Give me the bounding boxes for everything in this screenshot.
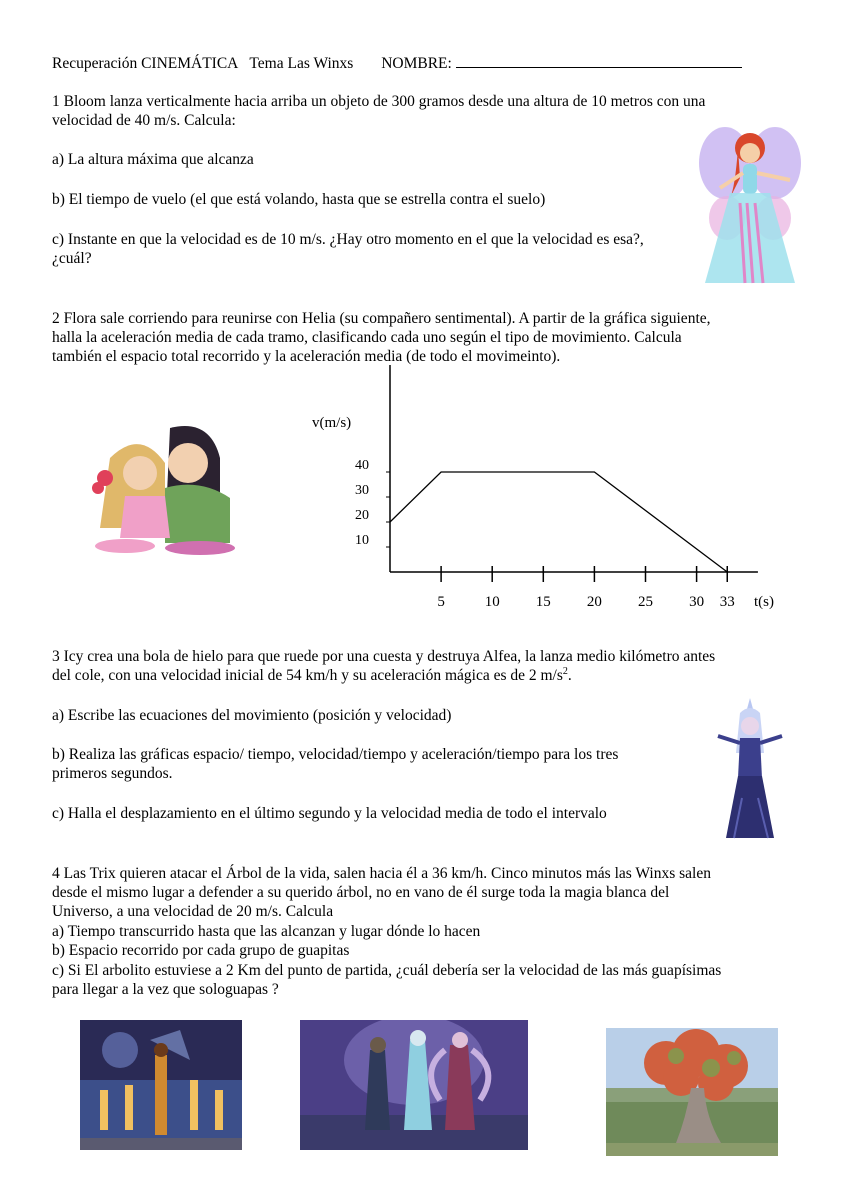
q4-part-c-line2: para llegar a la vez que sologuapas ? (52, 981, 279, 998)
q3-line1: 3 Icy crea una bola de hielo para que ruede por una cuesta y destruya Alfea, la lanza medio kilómetro antes (52, 648, 716, 665)
worksheet-title: Recuperación CINEMÁTICA (52, 55, 238, 72)
q4-line1: 4 Las Trix quieren atacar el Árbol de la vida, salen hacia él a 36 km/h. Cinco minutos más las Winxs salen (52, 865, 711, 882)
q4-line3: Universo, a una velocidad de 20 m/s. Calcula (52, 903, 334, 920)
q3-part-a: a) Escribe las ecuaciones del movimiento (posición y velocidad) (52, 707, 452, 724)
q3-part-b-line2: primeros segundos. (52, 765, 173, 782)
q3-line2-end: . (567, 667, 572, 684)
tree-of-life-image (606, 1028, 778, 1156)
winx-night-scene-image (80, 1020, 242, 1150)
icy-witch-illustration (712, 698, 787, 843)
q4-line2: desde el mismo lugar a defender a su querido árbol, no en vano de él surge toda la magia blanca del (52, 884, 670, 901)
q1-part-c-line1: c) Instante en que la velocidad es de 10 m/s. ¿Hay otro momento en el que la velocidad es esa?, (52, 231, 644, 248)
worksheet-topic: Tema Las Winxs (249, 55, 354, 72)
q2-line2: halla la aceleración media de cada tramo, clasificando cada uno según el tipo de movimiento. Calcula (52, 329, 682, 346)
x-tick-label: 25 (638, 594, 653, 610)
q1-line1: 1 Bloom lanza verticalmente hacia arriba un objeto de 300 gramos desde una altura de 10 metros con una (52, 93, 706, 110)
x-tick-label: 15 (535, 594, 551, 610)
name-label: NOMBRE: (381, 55, 452, 72)
y-tick-label: 40 (355, 458, 369, 473)
velocity-time-chart (300, 365, 800, 610)
q2-line1: 2 Flora sale corriendo para reunirse con Helia (su compañero sentimental). A partir de la gráfica siguiente, (52, 310, 711, 327)
trix-witches-scene-image (300, 1020, 528, 1150)
q2-line3: también el espacio total recorrido y la aceleración media (de todo el movimeinto). (52, 348, 561, 365)
flora-helia-illustration (70, 418, 250, 558)
q3-line2 (52, 666, 572, 685)
velocity-series-line (390, 472, 727, 572)
q1-line2: velocidad de 40 m/s. Calcula: (52, 112, 236, 129)
y-tick-label: 30 (355, 483, 369, 498)
bloom-fairy-illustration (695, 118, 805, 290)
q4-part-c-line1: c) Si El arbolito estuviese a 2 Km del punto de partida, ¿cuál debería ser la velocidad de las más guapísimas (52, 962, 722, 979)
q3-part-c: c) Halla el desplazamiento en el último segundo y la velocidad media de todo el intervalo (52, 805, 607, 822)
q3-line2-text: del cole, con una velocidad inicial de 54 km/h y su aceleración mágica es de 2 m/s (52, 667, 563, 684)
y-tick-label: 20 (355, 508, 369, 523)
x-tick-label: 30 (689, 594, 705, 610)
header-line (52, 53, 742, 73)
name-field[interactable] (456, 53, 742, 68)
q3-line2-exponent: 2 (562, 665, 568, 677)
q4-part-a: a) Tiempo transcurrido hasta que las alcanzan y lugar dónde lo hacen (52, 923, 481, 940)
x-tick-label: 10 (484, 594, 500, 610)
y-axis-label: v(m/s) (312, 415, 352, 431)
y-tick-label: 10 (355, 533, 369, 548)
x-tick-label: 20 (586, 594, 602, 610)
q1-part-c-line2: ¿cuál? (52, 250, 92, 267)
x-tick-label: 5 (437, 594, 445, 610)
q1-part-b: b) El tiempo de vuelo (el que está volando, hasta que se estrella contra el suelo) (52, 191, 546, 208)
x-axis-label: t(s) (754, 594, 774, 610)
q1-part-a: a) La altura máxima que alcanza (52, 151, 254, 168)
q4-part-b: b) Espacio recorrido por cada grupo de guapitas (52, 942, 350, 959)
q3-part-b-line1: b) Realiza las gráficas espacio/ tiempo, velocidad/tiempo y aceleración/tiempo para los tres (52, 746, 619, 763)
x-tick-label: 33 (719, 594, 735, 610)
